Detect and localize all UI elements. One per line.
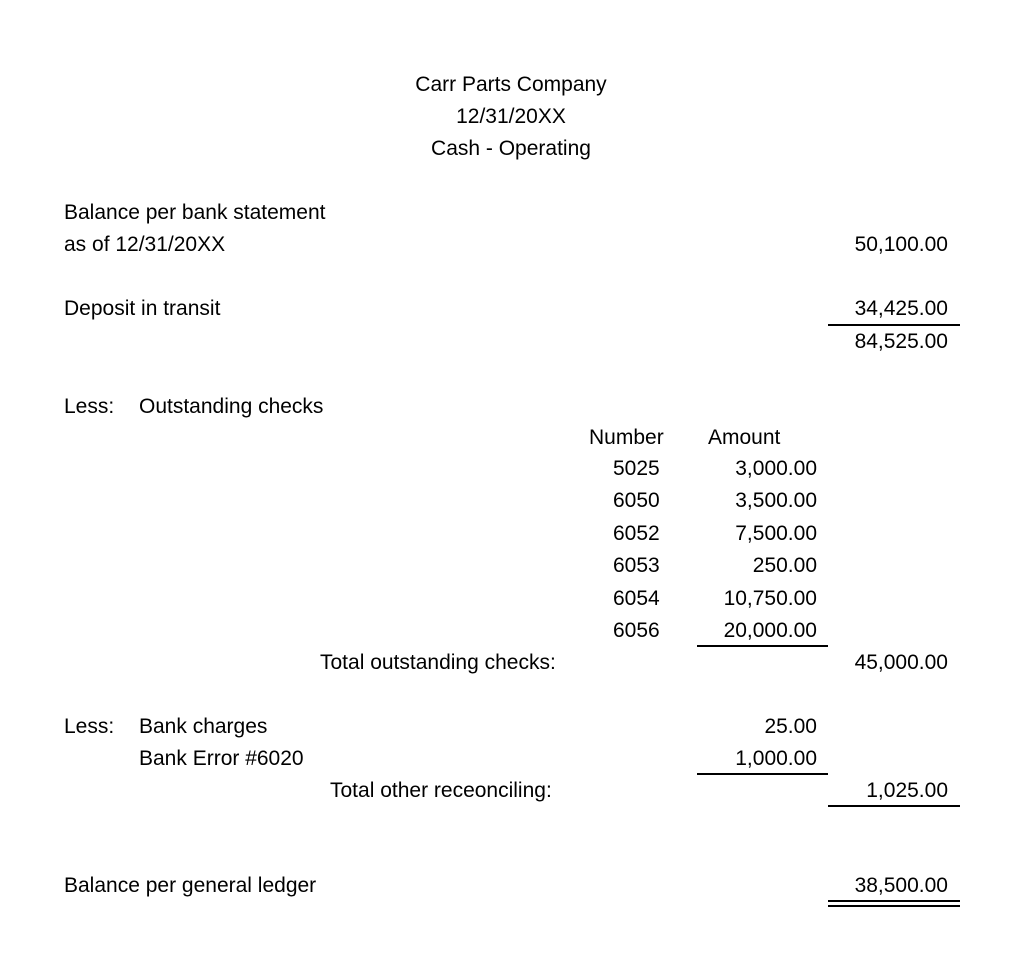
deposit-subtotal: 84,525.00 (854, 330, 948, 353)
check-amount: 3,000.00 (735, 457, 817, 480)
bank-error-amount: 1,000.00 (735, 747, 817, 770)
bank-charges-label: Bank charges (139, 715, 268, 738)
other-underline (697, 773, 828, 775)
outstanding-less-label: Less: (64, 395, 115, 418)
check-amount: 10,750.00 (723, 587, 817, 610)
ledger-double-underline-top (828, 900, 960, 902)
deposit-underline (828, 324, 960, 326)
bank-balance-label-line2: as of 12/31/20XX (64, 233, 226, 256)
check-amount: 20,000.00 (723, 619, 817, 642)
col-number-header: Number (589, 426, 664, 449)
bank-charges-amount: 25.00 (764, 715, 817, 738)
check-amount: 7,500.00 (735, 522, 817, 545)
other-less-label: Less: (64, 715, 115, 738)
check-number: 6054 (613, 587, 660, 610)
check-number: 5025 (613, 457, 660, 480)
check-number: 6050 (613, 489, 660, 512)
check-amount: 3,500.00 (735, 489, 817, 512)
company-name: Carr Parts Company (415, 73, 607, 96)
account-name: Cash - Operating (431, 137, 591, 160)
col-amount-header: Amount (708, 426, 781, 449)
bank-balance-label-line1: Balance per bank statement (64, 201, 326, 224)
total-other-label: Total other receonciling: (330, 779, 552, 802)
check-number: 6053 (613, 554, 660, 577)
bank-balance-amount: 50,100.00 (854, 233, 948, 256)
check-number: 6056 (613, 619, 660, 642)
checks-underline (697, 645, 828, 647)
total-outstanding-amount: 45,000.00 (854, 651, 948, 674)
bank-error-label: Bank Error #6020 (139, 747, 304, 770)
total-outstanding-label: Total outstanding checks: (320, 651, 556, 674)
total-other-underline (828, 805, 960, 807)
check-amount: 250.00 (752, 554, 817, 577)
deposit-label: Deposit in transit (64, 297, 221, 320)
ledger-double-underline-bottom (828, 905, 960, 907)
deposit-amount: 34,425.00 (854, 297, 948, 320)
ledger-label: Balance per general ledger (64, 874, 317, 897)
check-number: 6052 (613, 522, 660, 545)
statement-date: 12/31/20XX (456, 105, 566, 128)
ledger-amount: 38,500.00 (854, 874, 948, 897)
outstanding-label: Outstanding checks (139, 395, 324, 418)
total-other-amount: 1,025.00 (866, 779, 948, 802)
